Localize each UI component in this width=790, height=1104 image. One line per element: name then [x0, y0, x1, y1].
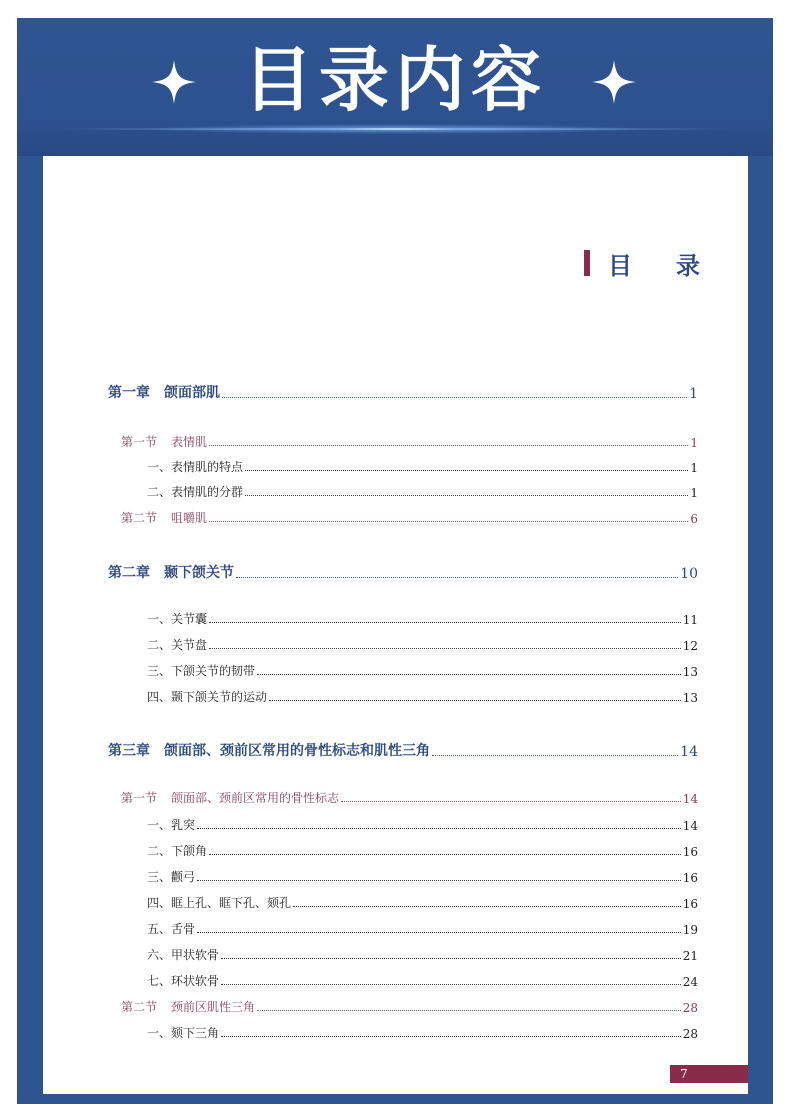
toc-entry-number: 第二章: [108, 565, 150, 581]
dot-leader: [236, 577, 678, 578]
toc-entry-page: 14: [682, 792, 698, 806]
toc-entry-item[interactable]: [147, 610, 698, 627]
toc-entry-page: 1: [690, 486, 698, 500]
toc-entry-title: 表情肌: [171, 435, 208, 449]
toc-entry-title: 六、甲状软骨: [147, 948, 220, 962]
toc-entry-page: 14: [682, 819, 698, 833]
toc-entry-page: 19: [682, 923, 698, 937]
toc-entry-title: 咀嚼肌: [171, 511, 208, 525]
dot-leader: [245, 495, 688, 496]
toc-entry-section[interactable]: [121, 433, 698, 450]
toc-entry-page: 21: [682, 949, 698, 963]
toc-entry-section[interactable]: [121, 509, 698, 526]
toc-entry-item[interactable]: [147, 662, 698, 679]
toc-entry-item[interactable]: [147, 842, 698, 859]
toc-entry-item[interactable]: [147, 688, 698, 705]
dot-leader: [221, 1036, 681, 1037]
toc-entry-item[interactable]: [147, 458, 698, 475]
dot-leader: [222, 397, 687, 398]
dot-leader: [209, 648, 681, 649]
dot-leader: [221, 984, 681, 985]
toc-entry-page: 6: [690, 512, 698, 526]
dot-leader: [341, 801, 681, 802]
toc-entry-page: 1: [690, 436, 698, 450]
toc-entry-title: 颞下颌关节: [164, 565, 234, 581]
toc-entry-title: 七、环状软骨: [147, 974, 220, 988]
toc-entry-title: 五、舌骨: [147, 922, 196, 936]
toc-entry-chapter[interactable]: [108, 382, 698, 402]
toc-entry-title: 颌面部、颈前区常用的骨性标志和肌性三角: [164, 743, 430, 759]
dot-leader: [197, 880, 681, 881]
toc-entry-page: 28: [682, 1027, 698, 1041]
toc-entry-number: 第二节: [121, 1000, 158, 1014]
dot-leader: [432, 755, 678, 756]
toc-entry-page: 11: [682, 613, 698, 627]
toc-entry-title: 一、关节囊: [147, 612, 208, 626]
toc-entry-item[interactable]: [147, 894, 698, 911]
toc-entry-page: 13: [682, 691, 698, 705]
dot-leader: [209, 622, 681, 623]
toc-entry-page: 1: [689, 386, 698, 402]
toc-entry-title: 颈前区肌性三角: [171, 1000, 256, 1014]
toc-entry-page: 28: [682, 1001, 698, 1015]
toc-entry-page: 14: [680, 744, 698, 760]
dot-leader: [221, 958, 681, 959]
toc-entry-title: 四、颞下颌关节的运动: [147, 690, 268, 704]
dot-leader: [257, 1010, 681, 1011]
dot-leader: [209, 445, 688, 446]
toc-entry-title: 二、表情肌的分群: [147, 485, 244, 499]
toc-entry-title: 三、下颌关节的韧带: [147, 664, 256, 678]
toc-entry-title: 一、表情肌的特点: [147, 460, 244, 474]
toc-entry-item[interactable]: [147, 816, 698, 833]
toc-entry-page: 12: [682, 639, 698, 653]
heading-accent-bar: [584, 250, 590, 276]
toc-entry-number: 第一章: [108, 385, 150, 401]
toc-entry-item[interactable]: [147, 868, 698, 885]
toc-entry-title: 四、眶上孔、眶下孔、颏孔: [147, 896, 292, 910]
toc-entry-page: 10: [680, 566, 698, 582]
dot-leader: [257, 674, 681, 675]
sparkle-icon: [590, 58, 638, 106]
dot-leader: [197, 828, 681, 829]
toc-entry-title: 一、颏下三角: [147, 1026, 220, 1040]
dot-leader: [269, 700, 681, 701]
toc-entry-title: 一、乳突: [147, 818, 196, 832]
banner-title: 目录内容: [243, 39, 547, 121]
dot-leader: [245, 470, 688, 471]
toc-entry-item[interactable]: [147, 972, 698, 989]
toc-entry-title: 颌面部肌: [164, 385, 220, 401]
toc-entry-chapter[interactable]: [108, 562, 698, 582]
toc-entry-page: 13: [682, 665, 698, 679]
toc-entry-item[interactable]: [147, 636, 698, 653]
toc-entry-page: 16: [682, 845, 698, 859]
toc-entry-title: 二、下颌角: [147, 844, 208, 858]
toc-entry-page: 1: [690, 461, 698, 475]
toc-entry-item[interactable]: [147, 483, 698, 500]
toc-entry-section[interactable]: [121, 998, 698, 1015]
toc-entry-item[interactable]: [147, 1024, 698, 1041]
toc-entry-title: 二、关节盘: [147, 638, 208, 652]
dot-leader: [293, 906, 681, 907]
toc-entry-item[interactable]: [147, 920, 698, 937]
dot-leader: [209, 521, 688, 522]
dot-leader: [209, 854, 681, 855]
toc-heading: [584, 248, 744, 280]
toc-entry-chapter[interactable]: [108, 740, 698, 760]
toc-entry-number: 第二节: [121, 511, 158, 525]
toc-entry-number: 第一节: [121, 791, 158, 805]
toc-page: [43, 156, 748, 1094]
toc-entry-number: 第三章: [108, 743, 150, 759]
toc-entry-title: 颌面部、颈前区常用的骨性标志: [171, 791, 340, 805]
toc-entry-item[interactable]: [147, 946, 698, 963]
toc-entry-number: 第一节: [121, 435, 158, 449]
toc-entry-page: 24: [682, 975, 698, 989]
toc-entry-page: 16: [682, 897, 698, 911]
toc-entry-title: 三、颧弓: [147, 870, 196, 884]
banner-glow: [140, 124, 650, 134]
toc-entry-section[interactable]: [121, 789, 698, 806]
page-number: 7: [670, 1065, 748, 1083]
dot-leader: [197, 932, 681, 933]
toc-heading-text: 目录: [608, 251, 744, 280]
toc-entry-page: 16: [682, 871, 698, 885]
